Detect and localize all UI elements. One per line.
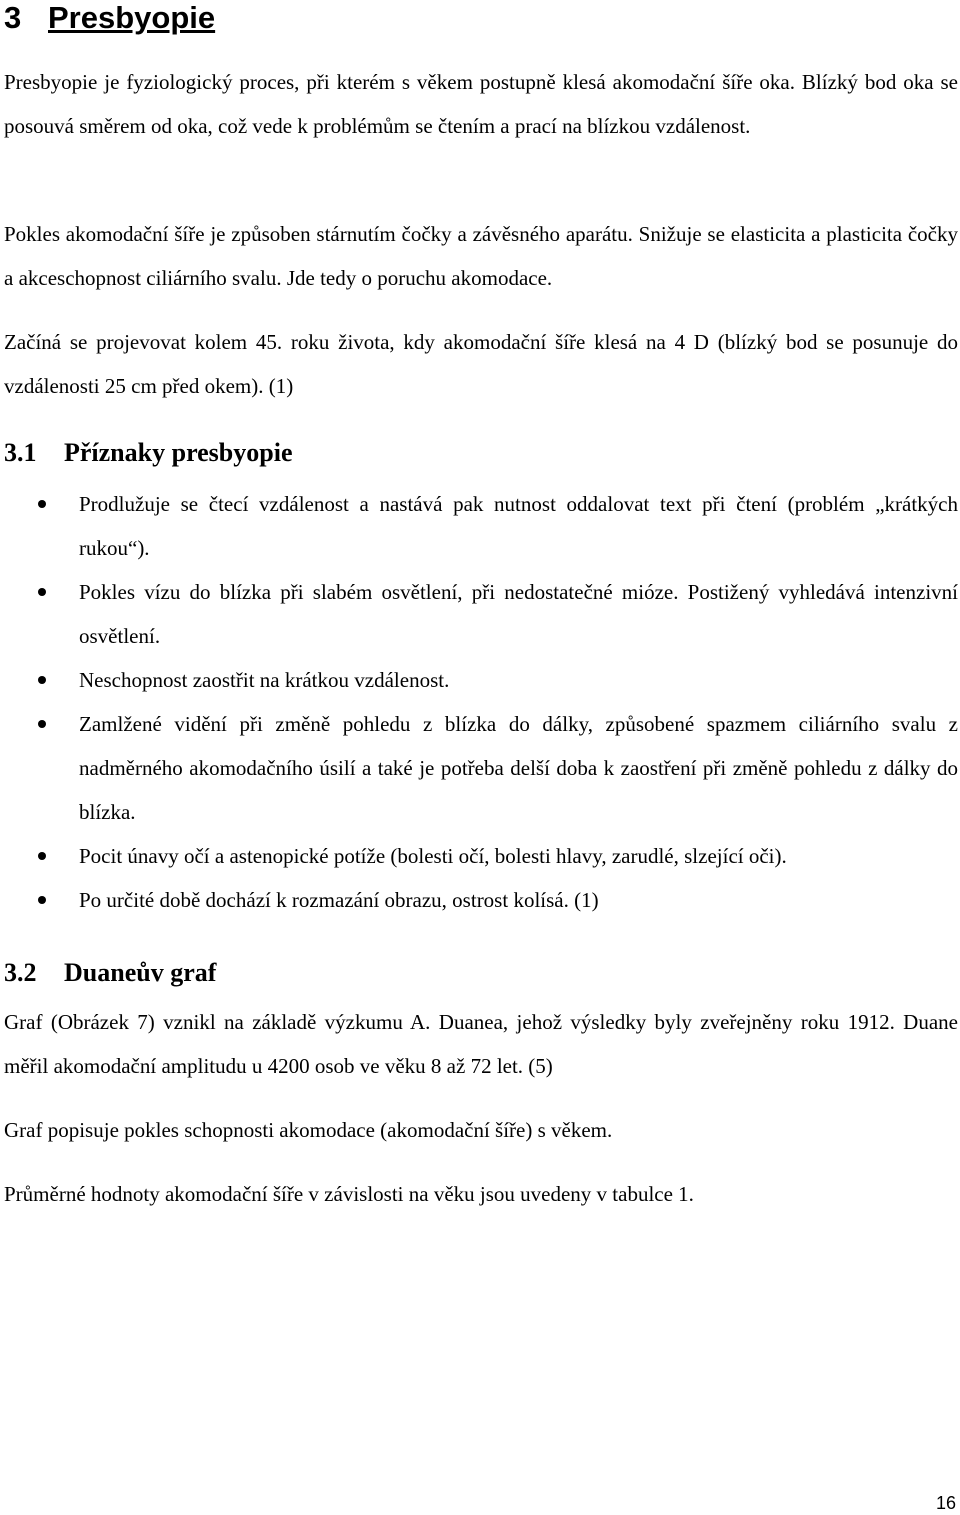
symptoms-list: [0, 482, 960, 922]
bullet-icon: [38, 500, 46, 508]
list-item: Po určité době dochází k rozmazání obrazu, ostrost kolísá. (1): [0, 878, 958, 922]
chapter-number: 3: [4, 0, 22, 35]
section-number: 3.2: [4, 958, 37, 987]
list-item: Prodlužuje se čtecí vzdálenost a nastává pak nutnost oddalovat text při čtení (problém „krátkých rukou“).: [0, 482, 958, 570]
section-title: Příznaky presbyopie: [64, 438, 293, 467]
list-item: Neschopnost zaostřit na krátkou vzdálenost.: [0, 658, 958, 702]
intro-paragraph-1: Presbyopie je fyziologický proces, při kterém s věkem postupně klesá akomodační šíře oka. Blízký bod oka se posouvá směrem od oka, což vede k problémům se čtením a prací na blízkou vzdálenost.: [4, 70, 958, 138]
list-item: Zamlžené vidění při změně pohledu z blízka do dálky, způsobené spazmem ciliárního svalu z nadměrného akomodačního úsilí a také je potřeba delší doba k zaostření při změně pohledu z dálky do blízka.: [0, 702, 958, 834]
duane-paragraph-1: Graf (Obrázek 7) vznikl na základě výzkumu A. Duanea, jehož výsledky byly zveřejněny roku 1912. Duane měřil akomodační amplitudu u 4200 osob ve věku 8 až 72 let. (5): [4, 1010, 958, 1078]
section-heading-duane: [4, 956, 216, 990]
bullet-icon: [38, 588, 46, 596]
chapter-title: Presbyopie: [48, 0, 216, 35]
intro-paragraph-3: Začíná se projevovat kolem 45. roku života, kdy akomodační šíře klesá na 4 D (blízký bod se posunuje do vzdálenosti 25 cm před okem). (1): [4, 330, 958, 398]
duane-paragraph-3: Průměrné hodnoty akomodační šíře v závislosti na věku jsou uvedeny v tabulce 1.: [4, 1182, 694, 1206]
duane-paragraph-2: Graf popisuje pokles schopnosti akomodace (akomodační šíře) s věkem.: [4, 1118, 613, 1142]
bullet-icon: [38, 896, 46, 904]
section-title: Duaneův graf: [64, 958, 217, 987]
list-item: Pokles vízu do blízka při slabém osvětlení, při nedostatečné mióze. Postižený vyhledává intenzivní osvětlení.: [0, 570, 958, 658]
intro-paragraph-2: Pokles akomodační šíře je způsoben stárnutím čočky a závěsného aparátu. Snižuje se elasticita a plasticita čočky a akceschopnost ciliárního svalu. Jde tedy o poruchu akomodace.: [4, 222, 958, 290]
bullet-icon: [38, 720, 46, 728]
section-number: 3.1: [4, 438, 37, 467]
bullet-icon: [38, 852, 46, 860]
page-number: 16: [935, 1493, 956, 1513]
bullet-icon: [38, 676, 46, 684]
chapter-heading: [4, 0, 215, 38]
section-heading-symptoms: [4, 436, 292, 470]
list-item: Pocit únavy očí a astenopické potíže (bolesti očí, bolesti hlavy, zarudlé, slzející oči).: [0, 834, 958, 878]
